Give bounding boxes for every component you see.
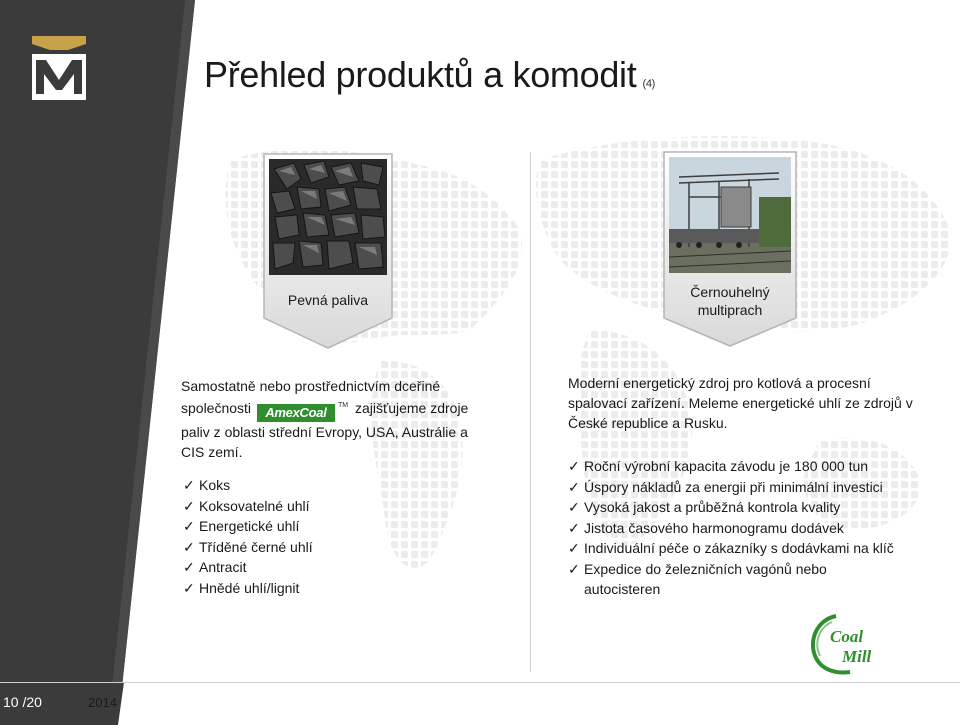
year: 2014 [88,695,117,710]
check-icon: ✓ [183,518,195,534]
solid-fuels-list [183,475,313,598]
check-icon: ✓ [183,477,195,493]
list-item [183,516,313,537]
list-item-text: Úspory nákladů za energii při minimální investici [584,478,883,495]
page-title [204,54,655,96]
trademark: TM [337,402,349,409]
list-item-text: Jistota časového harmonogramu dodávek [584,519,844,536]
list-item-text: Koks [199,477,231,493]
product-label-line1: Černouhelný [690,284,770,300]
amexcoal-logo-part2: Coal [299,405,327,420]
list-item-text: Roční výrobní kapacita závodu je 180 000 tun [584,458,869,474]
coal-plant-photo [669,157,791,273]
amexcoal-logo-part1: Amex [265,405,300,420]
list-item [183,496,313,517]
product-card-coal-dust [662,150,802,346]
column-divider [530,152,531,672]
page-number: 10 /20 [3,694,42,710]
product-label: Pevná paliva [287,292,369,308]
list-item [183,578,313,599]
page-title-text: Přehled produktů a komodit [204,54,637,95]
list-item [183,537,313,558]
left-intro [181,376,491,462]
list-item [183,475,313,496]
check-icon: ✓ [568,478,580,495]
check-icon: ✓ [568,499,580,515]
list-item-text: Expedice do železničních vagónů nebo [584,560,827,577]
check-icon: ✓ [183,538,195,555]
list-item [183,557,313,578]
list-item-text: Tříděné černé uhlí [199,538,313,555]
company-m-logo [28,28,90,106]
list-item [568,456,894,477]
coal-mill-logo-line1: Coal [830,627,864,646]
list-item [568,518,894,539]
list-item [568,497,894,518]
list-item [568,559,894,580]
check-icon: ✓ [183,559,195,575]
page-title-suffix: (4) [642,78,656,90]
list-item-text: Antracit [199,559,247,575]
coal-mill-logo [806,612,898,676]
coal-mill-logo-line2: Mill [842,647,872,666]
list-item-text: Vysoká jakost a průběžná kontrola kvality [584,499,841,515]
coal-dust-benefits-list [568,456,894,600]
left-intro-before: Samostatně nebo prostřednictvím dceřiné společnosti [181,378,441,416]
left-intro-after: zajišťujeme zdroje paliv z oblasti střední Evropy, USA, Austrálie a CIS zemí. [181,400,469,460]
amexcoal-logo [257,404,335,422]
list-item [568,538,894,559]
check-icon: ✓ [183,497,195,514]
list-item-text: Koksovatelné uhlí [199,497,310,514]
list-item-text: Energetické uhlí [199,518,300,534]
list-item [568,477,894,498]
list-item-continuation: autocisteren [584,581,661,597]
coal-lumps-photo [269,159,387,275]
check-icon: ✓ [568,458,580,474]
product-label-line2: multiprach [697,302,763,318]
footer-bar [0,682,960,725]
check-icon: ✓ [568,540,580,556]
check-icon: ✓ [568,519,580,536]
right-intro: Moderní energetický zdroj pro kotlová a procesní spalovací zařízení. Meleme energetické uhlí ze zdrojů v České republice a Rusku. [568,375,913,431]
check-icon: ✓ [568,560,580,577]
list-item-text: Hnědé uhlí/lignit [199,579,300,596]
product-card-solid-fuels [262,152,402,348]
check-icon: ✓ [183,579,195,596]
list-item-text: Individuální péče o zákazníky s dodávkami na klíč [584,540,894,556]
